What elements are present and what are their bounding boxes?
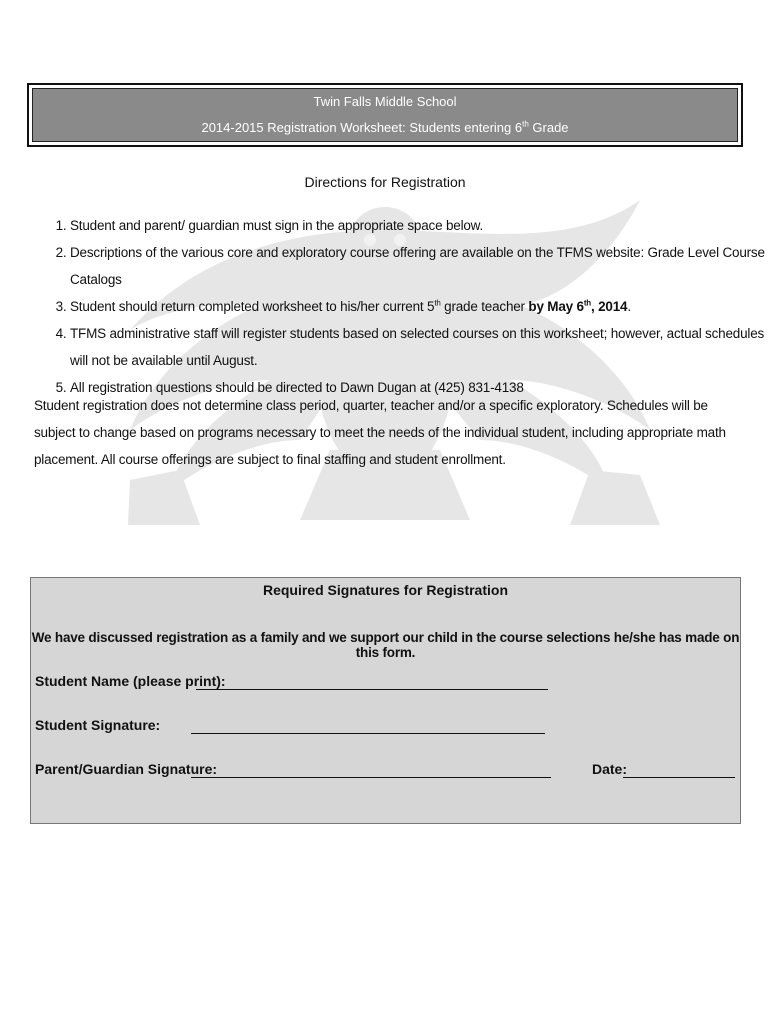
header-box (27, 83, 743, 147)
directions-title: Directions for Registration (304, 174, 466, 190)
list-item: 3. Student should return completed worksheet to his/her current 5th grade teacher by May 6th, 2014. (70, 293, 770, 320)
student-signature-label: Student Signature: (35, 717, 161, 733)
student-signature-field[interactable] (191, 733, 545, 734)
date-field[interactable] (623, 777, 735, 778)
worksheet-title: 2014-2015 Registration Worksheet: Students entering 6th Grade (201, 119, 569, 135)
school-name: Twin Falls Middle School (313, 94, 457, 109)
signature-title: Required Signatures for Registration (262, 582, 509, 598)
student-name-field[interactable] (196, 689, 548, 690)
signature-box (30, 577, 741, 824)
list-item: 4. TFMS administrative staff will register students based on selected courses on this worksheet; however, actual schedules will not be available until August. (70, 320, 770, 374)
header-banner (32, 88, 738, 142)
directions-list (30, 212, 770, 401)
list-item: 5. All registration questions should be directed to Dawn Dugan at (425) 831-4138 (70, 374, 770, 401)
guardian-signature-field[interactable] (191, 777, 551, 778)
student-name-label: Student Name (please print): (35, 673, 226, 689)
list-item: 1. Student and parent/ guardian must sign in the appropriate space below. (70, 212, 770, 239)
guardian-signature-label: Parent/Guardian Signature: (35, 761, 218, 777)
list-item: 2. Descriptions of the various core and exploratory course offering are available on the TFMS website: Grade Level Course Catalogs (70, 239, 770, 293)
date-label: Date: (592, 761, 628, 777)
family-statement: We have discussed registration as a family and we support our child in the course selections he/she has made on this form. (31, 630, 740, 660)
registration-note: Student registration does not determine class period, quarter, teacher and/or a specific exploratory. Schedules will be subject to change based on programs necessary to meet the needs of the individual student, including appropriate math placement. All course offerings are subject to final staffing and student enrollment. (34, 398, 726, 467)
